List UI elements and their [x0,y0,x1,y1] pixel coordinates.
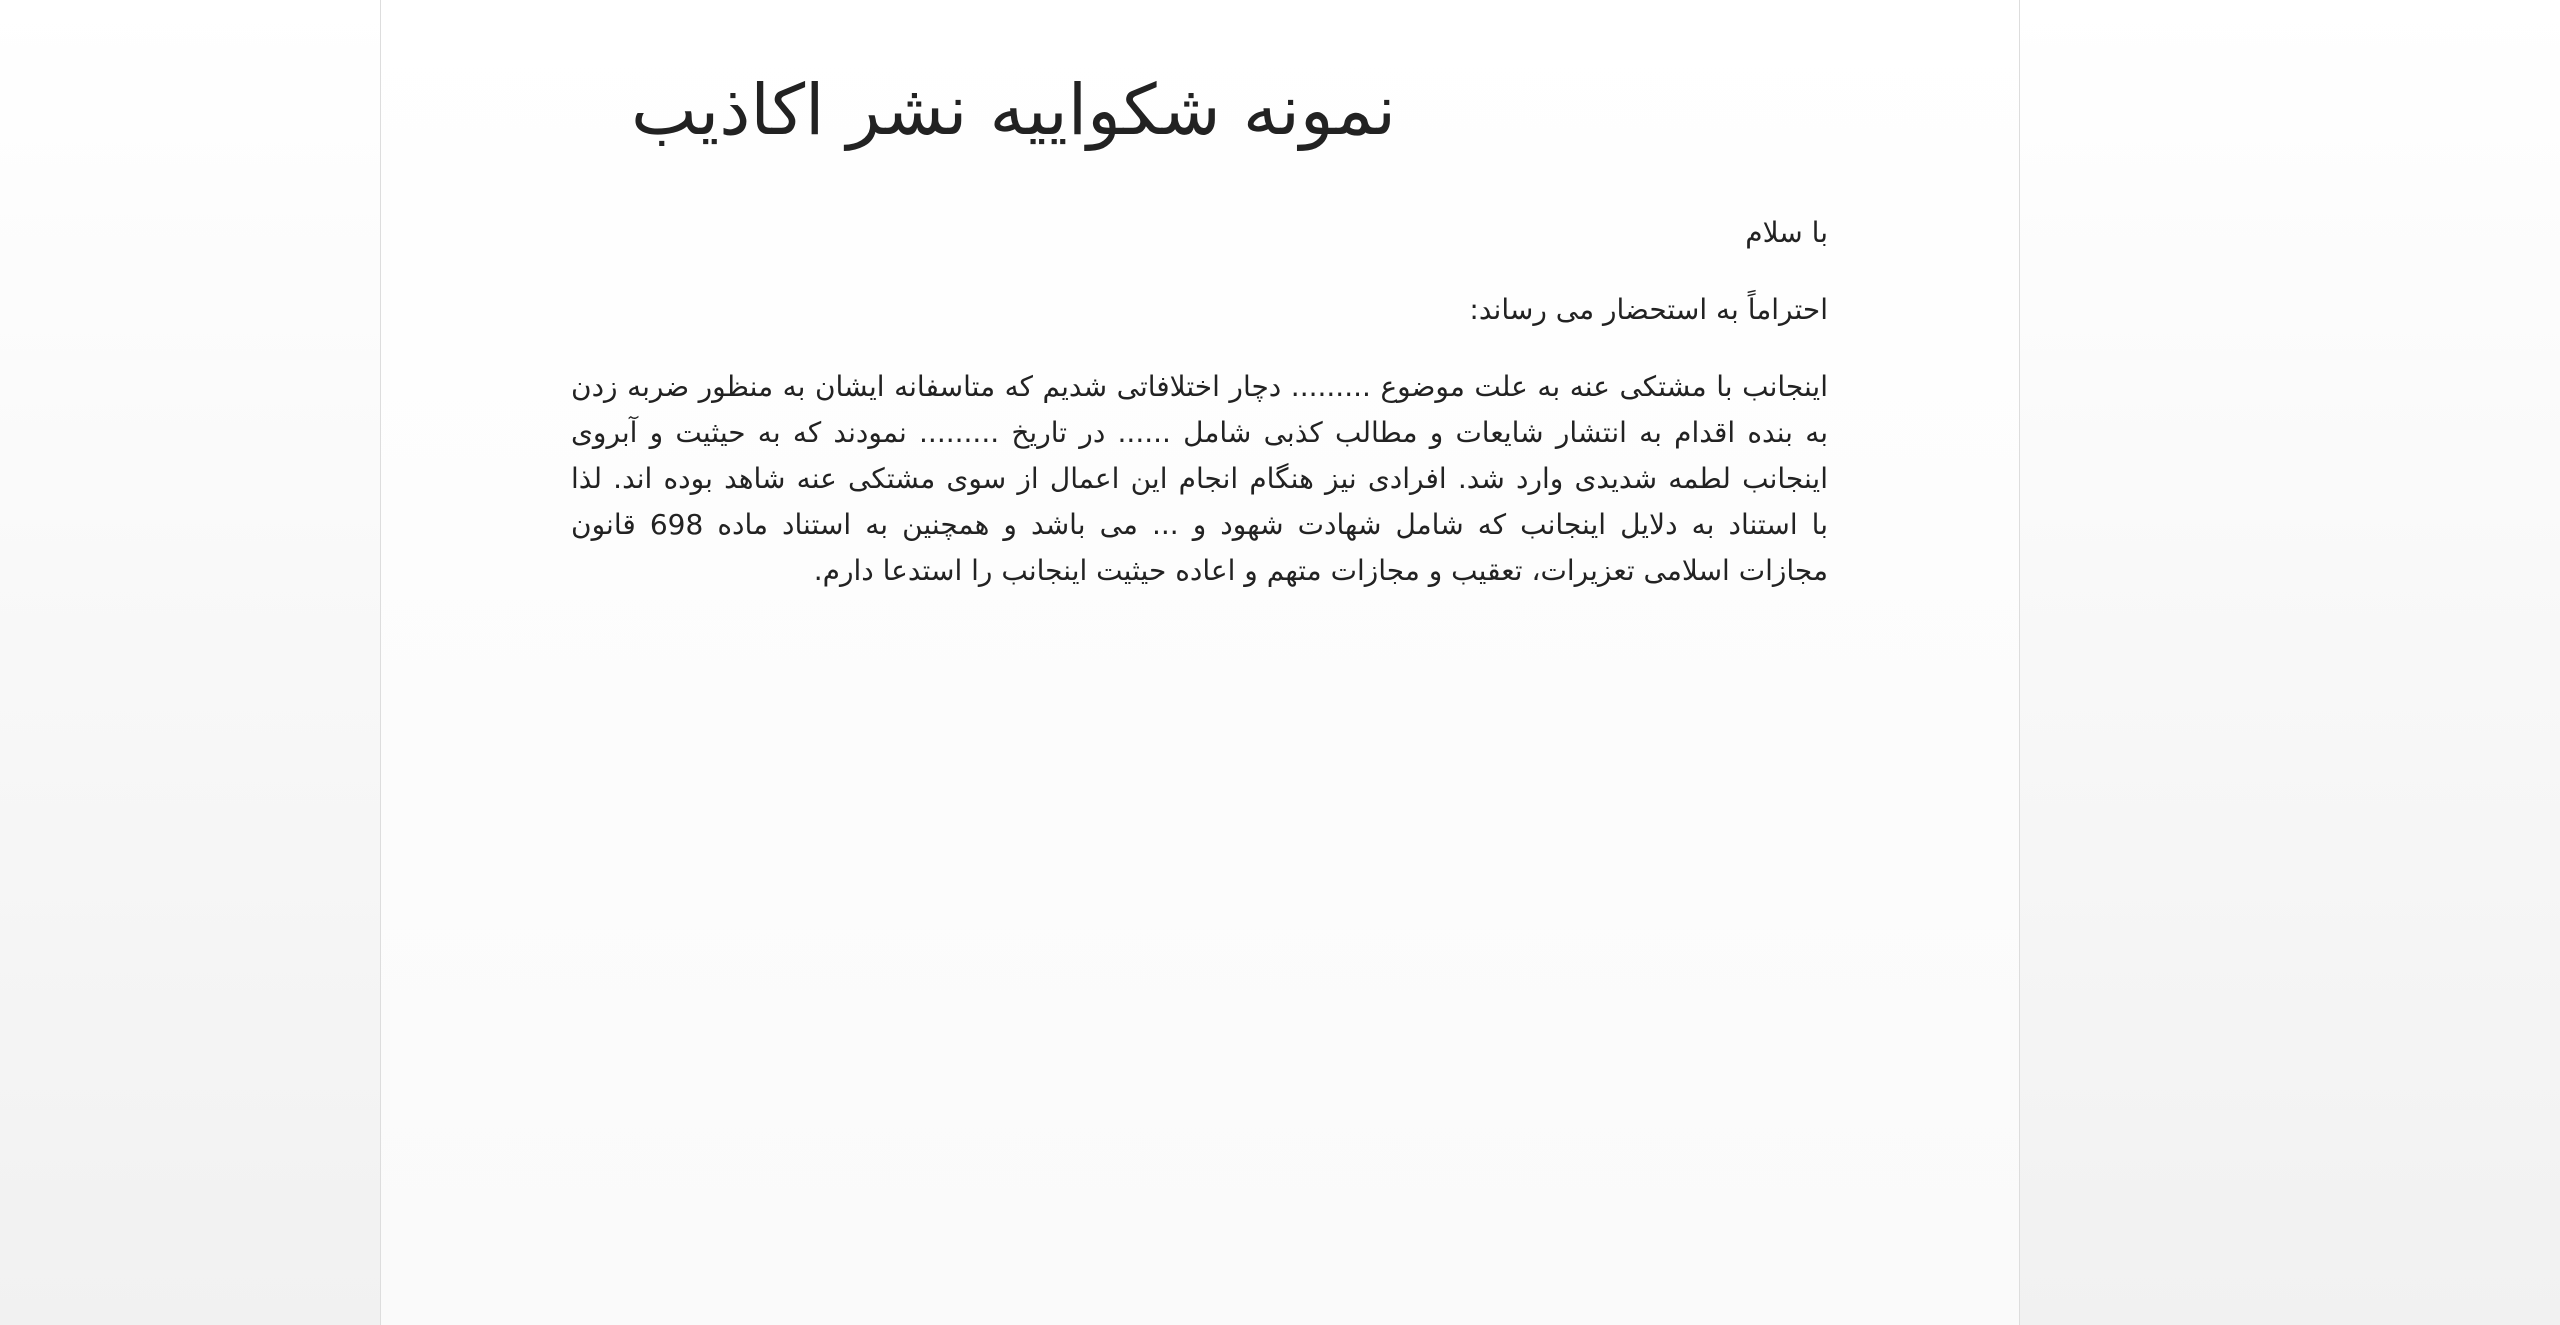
document-page [380,0,2020,1325]
page-title: نمونه شکواییه نشر اکاذیب [631,69,1396,151]
body-paragraph [571,364,1828,594]
greeting-text: با سلام [1745,216,1828,249]
respect-text: احتراماً به استحضار می رساند: [1469,293,1828,326]
body-line: اینجانب با مشتکی عنه به علت موضوع ......... دچار اختلافاتی شدیم که متاسفانه ایشان به منظور ضربه زدن [571,370,1828,403]
body-line: مجازات اسلامی تعزیرات، تعقیب و مجازات متهم و اعاده حیثیت اینجانب را استدعا دارم. [813,554,1828,587]
body-line: اینجانب لطمه شدیدی وارد شد. افرادی نیز هنگام انجام این اعمال از سوی مشتکی عنه شاهد بوده اند. لذا [571,462,1828,495]
body-line: با استناد به دلایل اینجانب که شامل شهادت شهود و ... می باشد و همچنین به استناد ماده 698 قانون [571,508,1828,541]
body-line: به بنده اقدام به انتشار شایعات و مطالب کذبی شامل ...... در تاریخ ......... نمودند که به حیثیت و آبروی [571,416,1828,449]
